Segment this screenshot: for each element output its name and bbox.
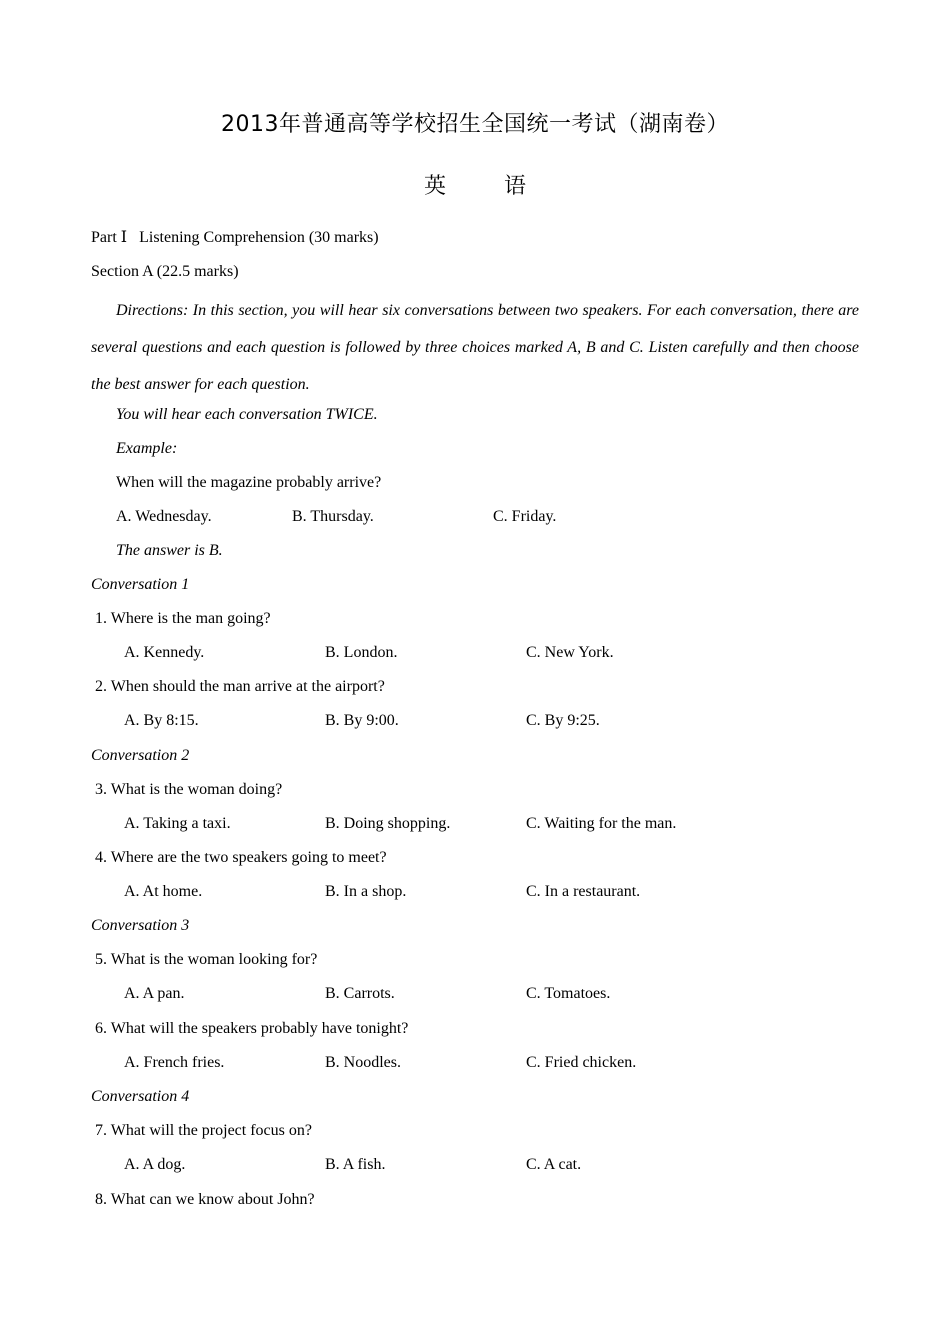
q1-option-a: A. Kennedy.: [124, 644, 205, 661]
subject-char-2: 语: [504, 174, 527, 199]
q5-option-c: C. Tomatoes.: [526, 985, 611, 1002]
example-option-b: B. Thursday.: [292, 508, 374, 525]
q1-option-c: C. New York.: [526, 644, 614, 661]
q3-option-c: C. Waiting for the man.: [526, 815, 677, 832]
conversation-label: Conversation 4: [91, 1088, 190, 1105]
section-heading: Section A (22.5 marks): [91, 263, 239, 280]
q6-option-b: B. Noodles.: [325, 1054, 401, 1071]
subject-char-1: 英: [423, 174, 446, 199]
question-3: 3. What is the woman doing?: [95, 781, 283, 798]
q7-option-b: B. A fish.: [325, 1156, 386, 1173]
q6-option-a: A. French fries.: [124, 1054, 225, 1071]
twice-note: You will hear each conversation TWICE.: [116, 406, 378, 423]
conversation-label: Conversation 3: [91, 917, 190, 934]
question-1: 1. Where is the man going?: [95, 610, 271, 627]
example-label: Example:: [116, 440, 178, 457]
q7-option-a: A. A dog.: [124, 1156, 186, 1173]
question-2: 2. When should the man arrive at the airport?: [95, 678, 385, 695]
part-heading: Part Ⅰ Listening Comprehension (30 marks): [91, 229, 379, 246]
q5-option-b: B. Carrots.: [325, 985, 395, 1002]
exam-title: 2013年普通高等学校招生全国统一考试（湖南卷）: [221, 112, 729, 137]
q3-option-a: A. Taking a taxi.: [124, 815, 231, 832]
question-4: 4. Where are the two speakers going to meet?: [95, 849, 387, 866]
q3-option-b: B. Doing shopping.: [325, 815, 451, 832]
conversation-label: Conversation 2: [91, 747, 190, 764]
question-8: 8. What can we know about John?: [95, 1191, 315, 1208]
q2-option-a: A. By 8:15.: [124, 712, 199, 729]
q7-option-c: C. A cat.: [526, 1156, 582, 1173]
example-option-a: A. Wednesday.: [116, 508, 212, 525]
q1-option-b: B. London.: [325, 644, 398, 661]
q5-option-a: A. A pan.: [124, 985, 185, 1002]
conversation-label: Conversation 1: [91, 576, 190, 593]
q6-option-c: C. Fried chicken.: [526, 1054, 637, 1071]
subject-title: [0, 172, 950, 202]
question-6: 6. What will the speakers probably have tonight?: [95, 1020, 409, 1037]
q4-option-c: C. In a restaurant.: [526, 883, 641, 900]
q2-option-b: B. By 9:00.: [325, 712, 399, 729]
question-5: 5. What is the woman looking for?: [95, 951, 318, 968]
example-question: When will the magazine probably arrive?: [116, 474, 382, 491]
q2-option-c: C. By 9:25.: [526, 712, 600, 729]
directions-text: Directions: In this section, you will hear six conversations between two speakers. For each conversation, there are several questions and each question is followed by three choices marked A, B and C. Listen carefully and then choose the best answer for each question.: [91, 302, 859, 393]
q4-option-a: A. At home.: [124, 883, 203, 900]
example-option-c: C. Friday.: [493, 508, 557, 525]
example-answer: The answer is B.: [116, 542, 223, 559]
question-7: 7. What will the project focus on?: [95, 1122, 312, 1139]
q4-option-b: B. In a shop.: [325, 883, 407, 900]
